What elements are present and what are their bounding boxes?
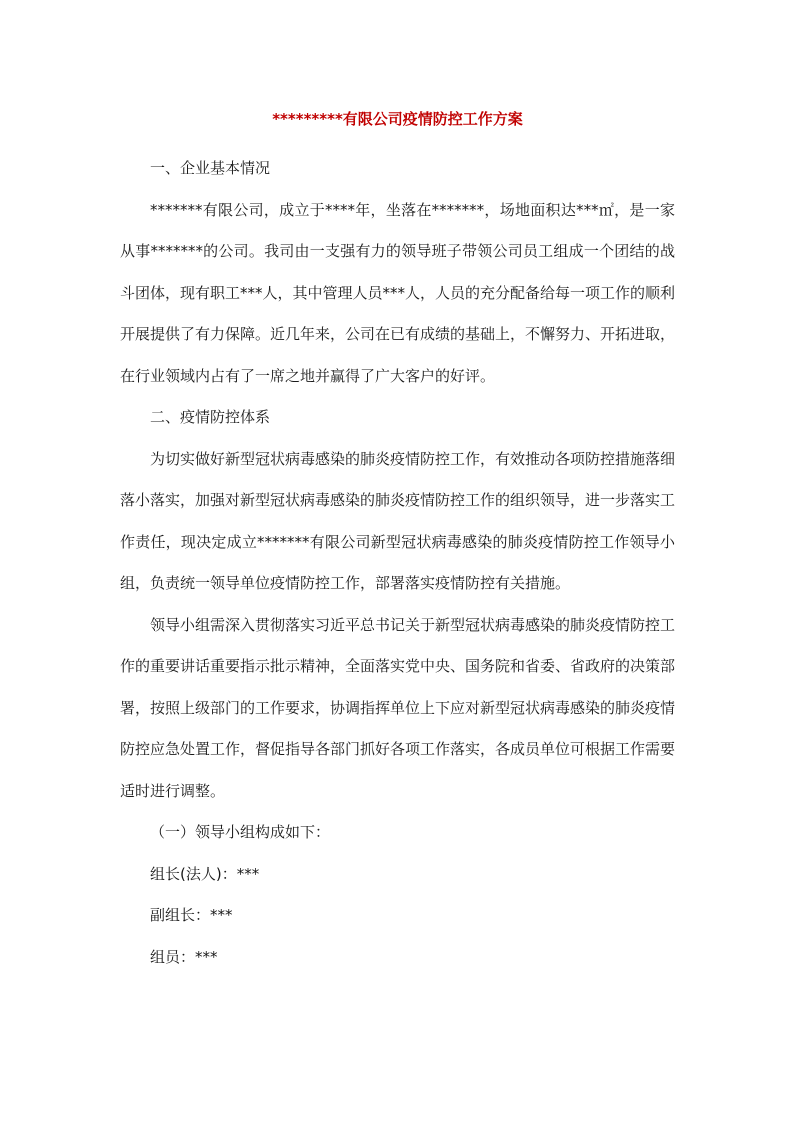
section-heading-prevention-system: 二、疫情防控体系 xyxy=(150,408,271,426)
paragraph-leading-group-established: 为切实做好新型冠状病毒感染的肺炎疫情防控工作，有效推动各项防控措施落细落小落实，加强对新型冠状病毒感染的肺炎疫情防控工作的组织领导，进一步落实工作责任，现决定成立*******有限公司新型冠状病毒感染的肺炎疫情防控工作领导小组，负责统一领导单位疫情防控工作，部署落实疫情防控有关措施。 xyxy=(120,449,676,592)
paragraph-leading-group-duties: 领导小组需深入贯彻落实习近平总书记关于新型冠状病毒感染的肺炎疫情防控工作的重要讲话重要指示批示精神，全面落实党中央、国务院和省委、省政府的决策部署，按照上级部门的工作要求，协调指挥单位上下应对新型冠状病毒感染的肺炎疫情防控应急处置工作，督促指导各部门抓好各项工作落实，各成员单位可根据工作需要适时进行调整。 xyxy=(120,615,676,800)
group-leader-line: 组长(法人)：*** xyxy=(150,864,260,883)
document-title: *********有限公司疫情防控工作方案 xyxy=(272,110,523,128)
subheading-group-composition: （一）领导小组构成如下： xyxy=(150,823,331,841)
members-line: 组员：*** xyxy=(150,947,218,966)
paragraph-company-info: *******有限公司，成立于****年，坐落在*******，场地面积达***㎡，是一家从事*******的公司。我司由一支强有力的领导班子带领公司员工组成一个团结的战斗团体，现有职工***人，其中管理人员***人，人员的充分配备给每一项工作的顺利开展提供了有力保障。近几年来，公司在已有成绩的基础上，不懈努力、开拓进取，在行业领域内占有了一席之地并赢得了广大客户的好评。 xyxy=(120,200,676,385)
section-heading-company-info: 一、企业基本情况 xyxy=(150,159,271,177)
document-page xyxy=(120,100,675,978)
deputy-leader-line: 副组长：*** xyxy=(150,906,233,924)
